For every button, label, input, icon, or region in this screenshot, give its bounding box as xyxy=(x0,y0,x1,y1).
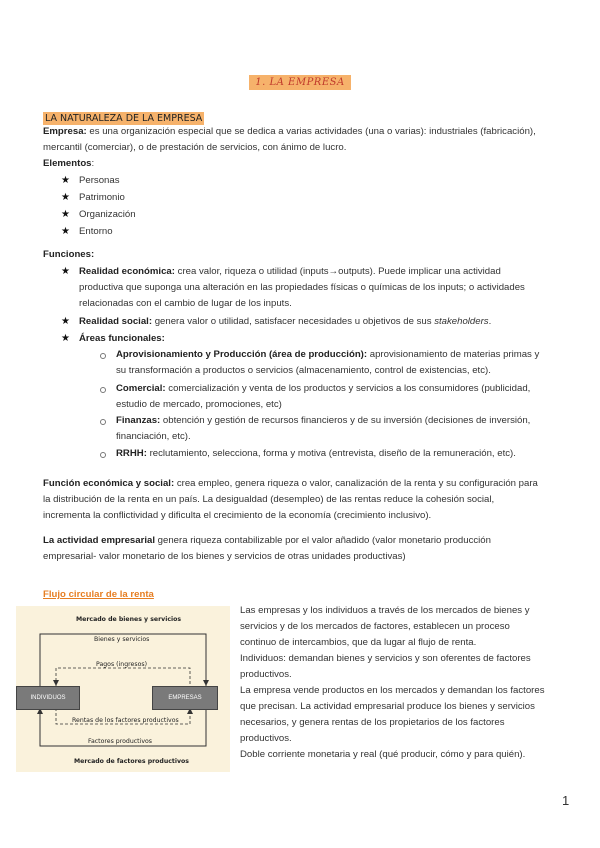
title-text: 1. LA EMPRESA xyxy=(249,75,350,90)
realidad-economica-line1: crea valor, riqueza o utilidad (inputs→outputs). Puede implicar una actividad xyxy=(177,266,501,277)
star-bullet-icon: ★ xyxy=(61,316,70,327)
realidad-social-text: genera valor o utilidad, satisfacer necesidades u objetivos de sus xyxy=(154,316,432,327)
diagram-rentas-label: Rentas de los factores productivos xyxy=(72,717,179,724)
empresa-label: Empresa: xyxy=(43,126,87,137)
list-item: Patrimonio xyxy=(79,192,125,203)
funcion-economica-social xyxy=(43,476,571,524)
funcion-ecosoc-line3: incrementa la conflictividad y dificulta el crecimiento de la economía (crecimiento inclusivo). xyxy=(43,510,432,521)
circle-bullet-icon xyxy=(100,387,106,393)
flujo-line: servicios y de los mercados de factores, establecen un proceso xyxy=(240,621,510,632)
list-item: Personas xyxy=(79,175,120,186)
flujo-heading: Flujo circular de la renta xyxy=(43,589,154,600)
list-item: Entorno xyxy=(79,226,113,237)
realidad-economica-label: Realidad económica: xyxy=(79,266,175,277)
flujo-line: Doble corriente monetaria y real (qué producir, cómo y para quién). xyxy=(240,749,526,760)
page-title xyxy=(0,72,600,90)
area-line1: comercialización y venta de los productos y servicios a los consumidores (publicidad, xyxy=(168,383,531,394)
flujo-line: necesarios, y genera rentas de los propietarios de los factores xyxy=(240,717,505,728)
flujo-line: Las empresas y los individuos a través de los mercados de bienes y xyxy=(240,605,530,616)
area-line2: su transformación a productos o servicios (almacenamiento, control de existencias, etc). xyxy=(116,365,491,376)
diagram-top-title: Mercado de bienes y servicios xyxy=(76,616,182,623)
area-label: Comercial: xyxy=(116,383,166,394)
empresa-line1: es una organización especial que se dedica a varias actividades (una o varias): industriales (fabricación), xyxy=(89,126,536,137)
actividad-line2: empresarial- valor monetario de los bienes y servicios de otras unidades productivas) xyxy=(43,551,406,562)
area-line1: obtención y gestión de recursos financieros y de su inversión (decisiones de inversión, xyxy=(162,415,531,426)
star-bullet-icon: ★ xyxy=(61,192,70,203)
funcion-ecosoc-line1: crea empleo, genera riqueza o valor, canalización de la renta y su configuración para xyxy=(176,478,538,489)
funciones-heading xyxy=(43,247,94,263)
stakeholders-text: stakeholders xyxy=(434,316,489,327)
elementos-label: Elementos xyxy=(43,158,92,169)
realidad-economica-line2: productiva que suponga una alteración en las propiedades físicas o químicas de los inputs; o actividades xyxy=(79,282,525,293)
realidad-social-label: Realidad social: xyxy=(79,316,153,327)
star-bullet-icon: ★ xyxy=(61,175,70,186)
actividad-line1: genera riqueza contabilizable por el valor añadido (valor monetario producción xyxy=(157,535,491,546)
areas-label: Áreas funcionales: xyxy=(79,333,165,344)
areas-funcionales-heading xyxy=(79,331,165,347)
elementos-heading xyxy=(43,156,94,172)
star-bullet-icon: ★ xyxy=(61,333,70,344)
actividad-empresarial xyxy=(43,533,571,565)
realidad-economica xyxy=(79,264,571,312)
realidad-social-end: . xyxy=(488,316,492,327)
flujo-line: La empresa vende productos en los mercados y demandan los factores xyxy=(240,685,545,696)
actividad-label: La actividad empresarial xyxy=(43,535,155,546)
page-number: 1 xyxy=(562,793,570,808)
area-label: RRHH: xyxy=(116,448,147,459)
area-item xyxy=(116,347,571,379)
area-line2: estudio de mercado, promociones, etc) xyxy=(116,399,282,410)
flujo-line: productivos. xyxy=(240,669,292,680)
funcion-ecosoc-line2: la distribución de la renta en un país. La desigualdad (desempleo) de las rentas reduce la cohesión social, xyxy=(43,494,495,505)
flujo-line: continuo de intercambios, que da lugar al flujo de renta. xyxy=(240,637,477,648)
flujo-line: productivos. xyxy=(240,733,292,744)
circle-bullet-icon xyxy=(100,353,106,359)
star-bullet-icon: ★ xyxy=(61,209,70,220)
area-label: Aprovisionamiento y Producción (área de producción): xyxy=(116,349,368,360)
star-bullet-icon: ★ xyxy=(61,226,70,237)
diagram-bienes-label: Bienes y servicios xyxy=(94,636,150,643)
empresas-box: EMPRESAS xyxy=(152,686,218,710)
flujo-text xyxy=(240,603,571,763)
circle-bullet-icon xyxy=(100,419,106,425)
realidad-social xyxy=(79,314,491,330)
diagram-factores-label: Factores productivos xyxy=(88,738,152,745)
diagram-pagos-label: Pagos (ingresos) xyxy=(96,661,147,668)
list-item: Organización xyxy=(79,209,136,220)
circle-bullet-icon xyxy=(100,452,106,458)
flujo-line: que precisan. La actividad empresarial produce los bienes y servicios xyxy=(240,701,535,712)
elementos-colon: : xyxy=(91,158,95,169)
area-label: Finanzas: xyxy=(116,415,161,426)
individuos-box: INDIVIDUOS xyxy=(16,686,80,710)
area-item xyxy=(116,381,571,413)
area-line1: reclutamiento, selecciona, forma y motiva (entrevista, diseño de la remuneración, etc). xyxy=(149,448,516,459)
funcion-ecosoc-label: Función económica y social: xyxy=(43,478,175,489)
section-heading-text: LA NATURALEZA DE LA EMPRESA xyxy=(45,113,203,124)
area-item xyxy=(116,446,516,462)
area-item xyxy=(116,413,571,445)
area-line1: aprovisionamiento de materias primas y xyxy=(369,349,540,360)
flujo-line: Individuos: demandan bienes y servicios y son oferentes de factores xyxy=(240,653,531,664)
funciones-label: Funciones: xyxy=(43,249,95,260)
empresa-line2: mercantil (comerciar), o de prestación de servicios, con ánimo de lucro. xyxy=(43,142,347,153)
diagram-bottom-title: Mercado de factores productivos xyxy=(74,758,189,765)
area-line2: financiación, etc). xyxy=(116,431,191,442)
empresa-definition xyxy=(43,124,571,156)
realidad-economica-line3: relacionadas con el cambio de lugar de los inputs. xyxy=(79,298,292,309)
flujo-circular-diagram xyxy=(16,606,230,772)
star-bullet-icon: ★ xyxy=(61,266,70,277)
